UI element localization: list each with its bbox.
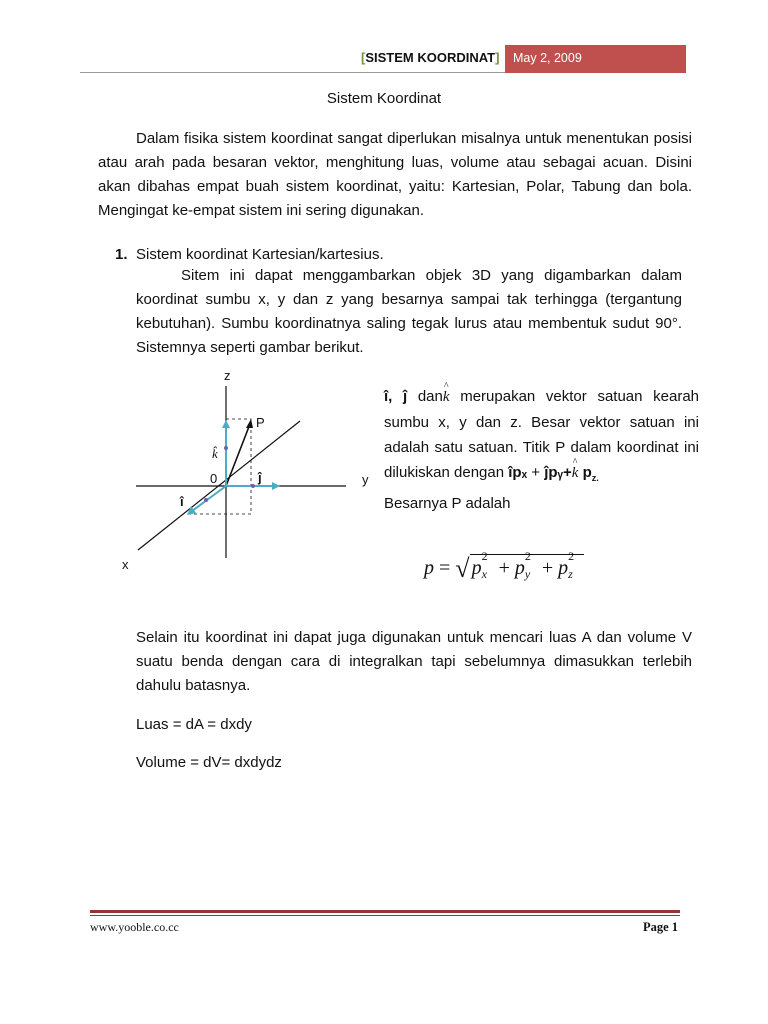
- j-label: ĵ: [258, 470, 262, 485]
- origin-label: 0: [210, 471, 218, 486]
- list-item-paragraph-text: Sitem ini dapat menggambarkan objek 3D yang digambarkan dalam koordinat sumbu x, y dan z yang besarnya sampai tak terhingga (tergantung kebutuhan). Sumbu koordinatnya saling tegak lurus atau membentuk sudut 90°. Sistemnya seperti gambar berikut.: [136, 267, 682, 356]
- list-item-paragraph: [136, 264, 682, 360]
- unit-desc-line2: dilukiskan dengan: [384, 464, 505, 481]
- jpy-term: ĵpᵧ+: [544, 464, 572, 481]
- k-arrowhead: [222, 420, 230, 428]
- formula-px-sq: 2: [481, 549, 488, 564]
- k-hat-symbol-2: ^ k: [572, 461, 579, 486]
- header-title-text: SISTEM KOORDINAT: [365, 50, 496, 65]
- p-vector-arrowhead: [246, 419, 253, 428]
- x-label: x: [122, 557, 129, 572]
- footer-site-url: www.yooble.co.cc: [90, 920, 179, 934]
- formula-px: p: [471, 557, 482, 579]
- sqrt-sign: √: [455, 554, 470, 583]
- usage-paragraph: [136, 626, 692, 698]
- formula-py-scripts: [524, 549, 537, 582]
- formula-plus-1: +: [498, 557, 510, 579]
- page-title: Sistem Koordinat: [326, 90, 442, 107]
- unit-desc-rest: merupakan vektor satuan kearah sumbu x, y dan z. Besar vektor satuan ini adalah satu satuan. Titik P dalam koordinat ini: [384, 388, 700, 456]
- formula-equals: =: [439, 557, 451, 579]
- z-label: z: [224, 368, 231, 383]
- header-bracket-close: ]: [495, 50, 500, 65]
- i-dot: [204, 498, 208, 502]
- dan-word: dan: [417, 388, 443, 405]
- besarnya-text: Besarnya P adalah: [384, 495, 511, 512]
- p-vector: [226, 424, 250, 486]
- formula-py: p: [514, 557, 525, 579]
- header-bracket-open: [: [361, 50, 366, 65]
- footer-divider-thick: [90, 910, 680, 913]
- sqrt-body: [470, 549, 585, 582]
- pz-term: p: [582, 464, 592, 481]
- formula-plus-2: +: [541, 557, 554, 579]
- formula-py-sq: 2: [524, 549, 531, 564]
- formula-px-scripts: [481, 549, 494, 582]
- magnitude-formula: [424, 549, 584, 584]
- header-date-badge: [505, 45, 686, 73]
- formula-pz-scripts: [568, 549, 580, 582]
- cartesian-diagram: [100, 362, 380, 582]
- i-unit-vector: [192, 486, 226, 511]
- pz-subscript: z.: [591, 473, 599, 483]
- j-arrowhead: [272, 482, 280, 490]
- i-label: î: [180, 494, 184, 509]
- y-label: y: [362, 472, 369, 487]
- footer-page-number: Page 1: [643, 920, 679, 934]
- formula-py-sub: y: [524, 567, 531, 582]
- j-dot: [251, 484, 255, 488]
- k-dot: [224, 446, 228, 450]
- k-label: k̂: [212, 446, 218, 461]
- unit-vector-description: [384, 384, 699, 516]
- header-date: May 2, 2009: [513, 51, 582, 65]
- formula-lhs: p: [424, 557, 434, 579]
- plus-sign: +: [531, 464, 541, 481]
- k-hat-symbol: ^ k: [443, 385, 450, 410]
- unit-vectors-ij: î, ĵ: [384, 388, 408, 405]
- formula-pz: p: [558, 557, 569, 579]
- header-title: [361, 50, 499, 65]
- volume-equation: Volume = dV= dxdydz: [136, 754, 282, 771]
- p-label: P: [256, 415, 265, 430]
- intro-text: Dalam fisika sistem koordinat sangat diperlukan misalnya untuk menentukan posisi atau arah pada besaran vektor, menghitung luas, volume atau sebagai acuan. Disini akan dibahas empat buah sistem koordinat, yaitu: Kartesian, Polar, Tabung dan bola. Mengingat ke-empat sistem ini sering digunakan.: [98, 130, 692, 219]
- usage-text: Selain itu koordinat ini dapat juga digunakan untuk mencari luas A dan volume V suatu benda dengan cara di integralkan tapi sebelumnya dimasukkan terlebih dahulu batasnya.: [136, 629, 692, 694]
- intro-paragraph: [98, 127, 692, 223]
- luas-equation: Luas = dA = dxdy: [136, 716, 252, 733]
- list-item-heading: Sistem koordinat Kartesian/kartesius.: [136, 246, 384, 263]
- list-item-number: 1.: [115, 246, 128, 263]
- ipx-term: îpₓ: [508, 464, 528, 481]
- unit-desc-paragraph: [384, 384, 699, 516]
- formula-px-sub: x: [481, 567, 487, 582]
- header-divider: [80, 72, 505, 73]
- formula-pz-sub: z: [568, 567, 573, 582]
- formula-pz-sq: 2: [568, 549, 575, 564]
- footer-divider-thin: [90, 915, 680, 916]
